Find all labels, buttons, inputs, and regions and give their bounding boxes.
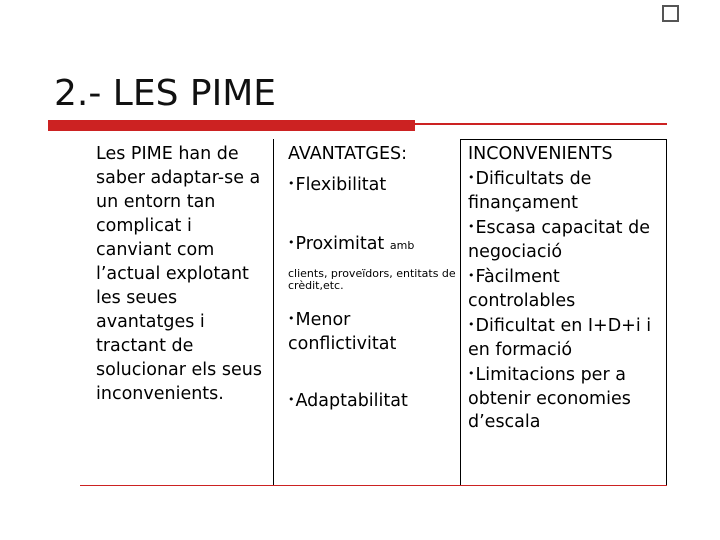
disadvantage-label: Escasa capacitat de negociació bbox=[468, 218, 650, 262]
advantage-item bbox=[288, 231, 414, 256]
intro-text: Les PIME han de saber adaptar-se a un entorn tan complicat i canviant com l’actual explotant les seues avantatges i tractant de solucionar els seus inconvenients. bbox=[96, 144, 262, 404]
disadvantage-item bbox=[468, 215, 668, 264]
bullet-icon: • bbox=[468, 269, 475, 282]
advantage-note: clients, proveïdors, entitats de crèdit,etc. bbox=[288, 267, 456, 292]
bullet-icon: • bbox=[288, 177, 295, 190]
advantage-item bbox=[288, 307, 458, 356]
table-divider-middle bbox=[460, 139, 461, 486]
disadvantages-list bbox=[468, 166, 668, 435]
disadvantage-item bbox=[468, 166, 668, 215]
table-border-bottom bbox=[80, 485, 667, 486]
title-underline-thick bbox=[48, 120, 415, 131]
disadvantage-item bbox=[468, 264, 668, 313]
bullet-icon: • bbox=[288, 393, 295, 406]
table-border-top bbox=[460, 139, 667, 140]
content-table bbox=[80, 139, 667, 486]
disadvantage-item bbox=[468, 362, 668, 435]
disadvantages-column bbox=[468, 142, 663, 482]
bullet-icon: • bbox=[288, 312, 295, 325]
disadvantage-label: Dificultats de finançament bbox=[468, 169, 592, 213]
advantage-label: Adaptabilitat bbox=[295, 391, 408, 411]
disadvantage-item bbox=[468, 313, 668, 362]
bullet-icon: • bbox=[468, 367, 475, 380]
disadvantage-label: Limitacions per a obtenir economies d’escala bbox=[468, 365, 631, 432]
advantage-item bbox=[288, 172, 386, 197]
disadvantages-heading: INCONVENIENTS bbox=[468, 144, 613, 164]
advantage-note-inline: amb bbox=[389, 239, 415, 252]
bullet-icon: • bbox=[468, 171, 475, 184]
disadvantage-label: Fàcilment controlables bbox=[468, 267, 576, 311]
advantage-label: Flexibilitat bbox=[295, 175, 387, 195]
advantages-column bbox=[288, 142, 460, 482]
bullet-icon: • bbox=[468, 220, 475, 233]
decorative-outline-square bbox=[662, 5, 679, 22]
advantage-item bbox=[288, 388, 408, 413]
advantages-heading: AVANTATGES: bbox=[288, 144, 408, 164]
table-divider-left bbox=[273, 139, 274, 486]
bullet-icon: • bbox=[468, 318, 475, 331]
slide-title: 2.- LES PIME bbox=[54, 73, 277, 114]
advantage-label: Menor conflictivitat bbox=[288, 310, 397, 354]
disadvantage-label: Dificultat en I+D+i i en formació bbox=[468, 316, 652, 360]
bullet-icon: • bbox=[288, 236, 295, 249]
advantage-label: Proximitat bbox=[295, 234, 385, 254]
